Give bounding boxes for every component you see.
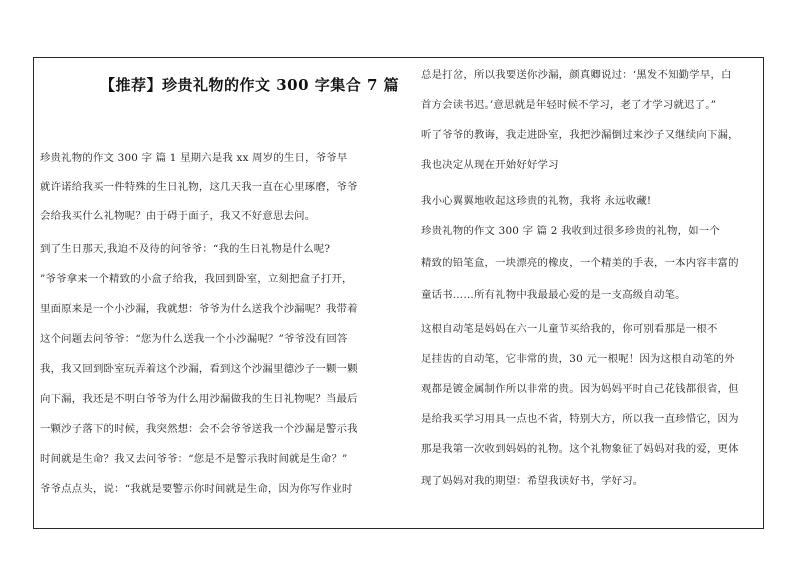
right-line: 这根自动笔是妈妈在六一儿童节买给我的，你可别看那是一根不 [421, 323, 718, 335]
right-line: 精致的铅笔盒，一块漂亮的橡皮，一个精美的手表，一本内容丰富的 [421, 257, 739, 269]
right-line: 总是打岔，所以我要送你沙漏，颜真卿说过：‘黑发不知勤学早，白 [421, 69, 732, 81]
left-line: 里面原来是一个小沙漏，我就想：爷爷为什么送我个沙漏呢？我带着 [40, 303, 358, 315]
right-line: 现了妈妈对我的期望：希望我读好书，学好习。 [421, 475, 644, 487]
left-line: 一颗沙子落下的时候，我突然想：会不会爷爷送我一个沙漏是警示我 [40, 423, 358, 435]
right-line: 听了爷爷的教诲，我走进卧室，我把沙漏倒过来沙子又继续向下漏， [421, 129, 739, 141]
document-title: 【推荐】珍贵礼物的作文 300 字集合 7 篇 [100, 76, 400, 94]
left-line: 珍贵礼物的作文 300 字 篇 1 星期六是我 xx 周岁的生日，爷爷早 [40, 152, 348, 164]
right-line: 珍贵礼物的作文 300 字 篇 2 我收到过很多珍贵的礼物，如一个 [421, 225, 720, 237]
left-line: 向下漏，我还是不明白爷爷为什么用沙漏做我的生日礼物呢？当最后 [40, 393, 358, 405]
left-line: 到了生日那天,我迫不及待的问爷爷：“我的生日礼物是什么呢? [40, 243, 331, 255]
right-line: 观都是镀金属制作所以非常的贵。因为妈妈平时自己花钱都很省，但 [421, 383, 739, 395]
right-line: 那是我第一次收到妈妈的礼物。这个礼物象征了妈妈对我的爱，更体 [421, 443, 739, 455]
left-line: 这个问题去问爷爷：“您为什么送我一个小沙漏呢？”爷爷没有回答 [40, 333, 348, 345]
right-line: 我小心翼翼地收起这珍贵的礼物，我将 永远收藏! [421, 195, 652, 207]
right-line: 首方会读书迟。’意思就是年轻时候不学习，老了才学习就迟了。” [421, 99, 717, 111]
left-line: 我，我又回到卧室玩弄着这个沙漏，看到这个沙漏里德沙子一颗一颗 [40, 363, 358, 375]
left-line: 就许诺给我买一件特殊的生日礼物，这几天我一直在心里琢磨，爷爷 [40, 181, 358, 193]
left-line: 时间就是生命？我又去问爷爷：“您是不是警示我时间就是生命？” [40, 453, 348, 465]
left-line: ”爷爷拿来一个精致的小盒子给我，我回到卧室，立刻把盒子打开， [40, 273, 353, 285]
left-line: 会给我买什么礼物呢？由于碍于面子，我又不好意思去问。 [40, 210, 316, 222]
left-line: 爷爷点点头，说：“我就是要警示你时间就是生命，因为你写作业时 [40, 483, 353, 495]
right-line: 足挂齿的自动笔，它非常的贵，30 元一根呢！因为这根自动笔的外 [421, 353, 735, 365]
right-line: 童话书……所有礼物中我最最心爱的是一支高级自动笔。 [421, 289, 686, 301]
right-line: 是给我买学习用具一点也不省，特别大方，所以我一直珍惜它，因为 [421, 413, 739, 425]
right-line: 我也决定从现在开始好好学习 [421, 159, 559, 171]
